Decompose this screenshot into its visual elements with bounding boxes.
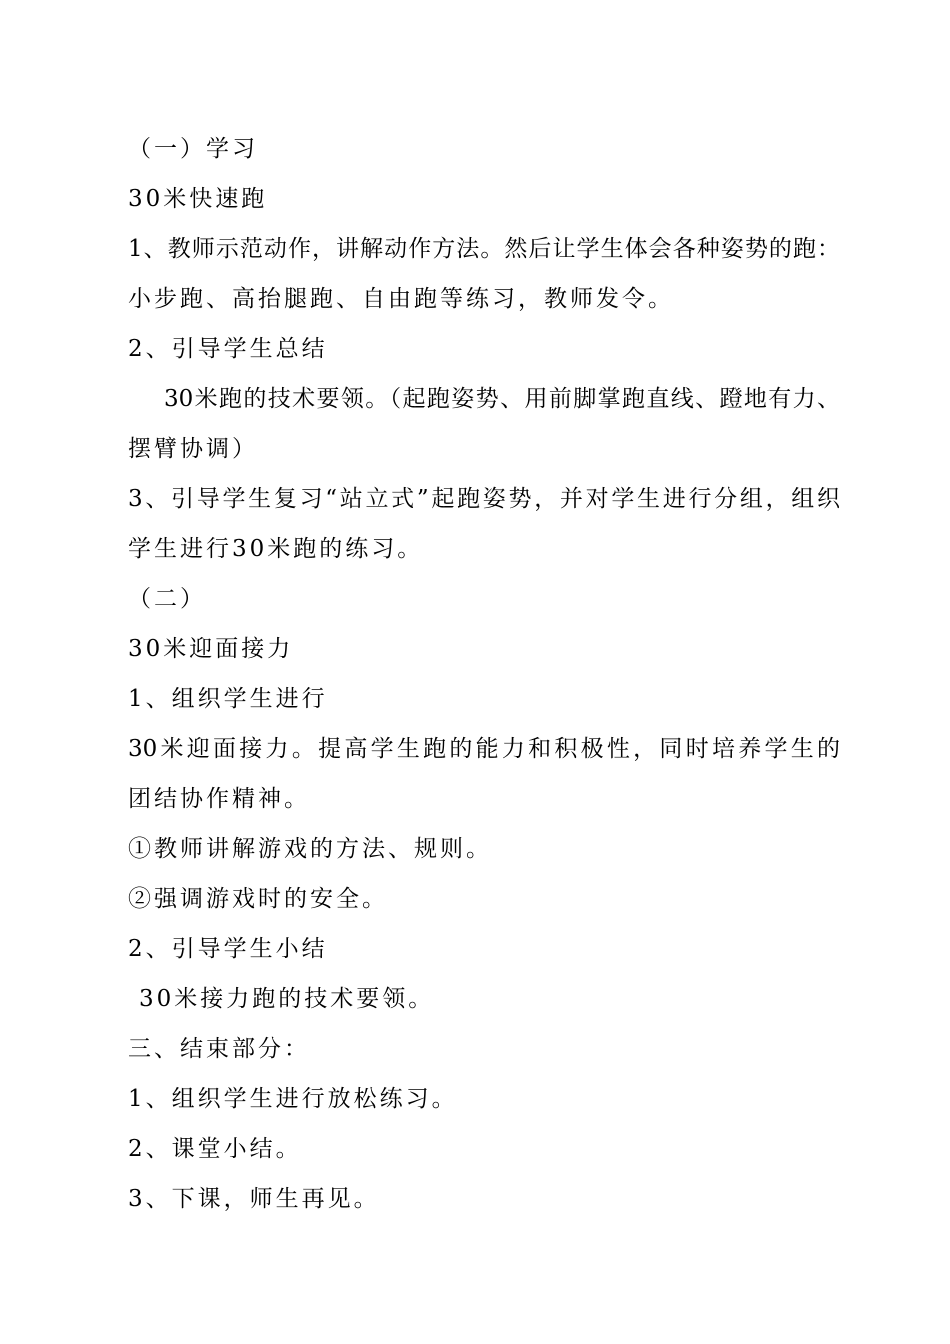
paragraph-line: 学生进行30米跑的练习。: [128, 536, 424, 562]
paragraph-line: 团结协作精神。: [128, 786, 310, 812]
list-item: ①教师讲解游戏的方法、规则。: [128, 836, 492, 862]
section-heading-learning: （一）学习: [128, 136, 258, 162]
step-heading: 2、引导学生小结: [128, 936, 328, 962]
paragraph-line: 30米跑的技术要领。（起跑姿势、用前脚掌跑直线、蹬地有力、: [164, 386, 840, 412]
section-heading-ending: 三、结束部分：: [128, 1036, 310, 1062]
document-body: [128, 124, 840, 1224]
step-heading: 1、组织学生进行: [128, 686, 328, 712]
paragraph-line: 摆臂协调）: [128, 436, 258, 462]
list-item: 3、下课，师生再见。: [128, 1186, 380, 1212]
paragraph-line: 30米迎面接力。提高学生跑的能力和积极性，同时培养学生的: [128, 736, 840, 762]
list-item: 2、课堂小结。: [128, 1136, 302, 1162]
list-item: ②强调游戏时的安全。: [128, 886, 388, 912]
step-heading: 2、引导学生总结: [128, 336, 328, 362]
topic-30m-sprint: 30米快速跑: [128, 186, 268, 212]
paragraph-line: 小步跑、高抬腿跑、自由跑等练习，教师发令。: [128, 286, 674, 312]
section-heading-two: （二）: [128, 586, 206, 612]
paragraph-line: 30米接力跑的技术要领。: [139, 986, 435, 1012]
paragraph-line: 1、教师示范动作，讲解动作方法。然后让学生体会各种姿势的跑：: [128, 236, 840, 262]
list-item: 1、组织学生进行放松练习。: [128, 1086, 458, 1112]
topic-30m-relay: 30米迎面接力: [128, 636, 294, 662]
paragraph-line: 3、引导学生复习“站立式”起跑姿势，并对学生进行分组，组织: [128, 486, 840, 512]
